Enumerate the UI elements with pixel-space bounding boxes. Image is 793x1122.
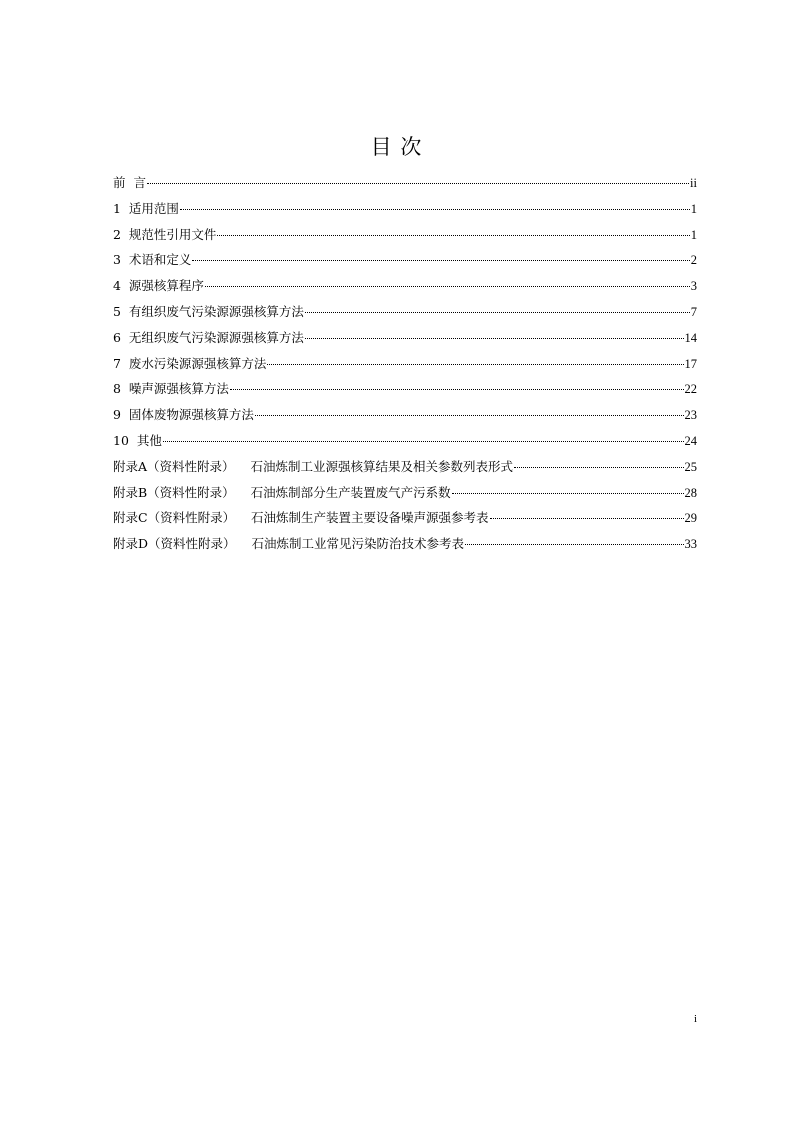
- toc-entry-page: 33: [684, 537, 697, 552]
- toc-entry[interactable]: [113, 299, 697, 325]
- toc-dot-leader: [147, 182, 689, 184]
- toc-entry-page: 28: [684, 485, 697, 500]
- toc-entry-number: 5: [113, 303, 121, 319]
- page-title: 目 次: [370, 135, 423, 159]
- toc-entry-label: [113, 480, 451, 506]
- toc-entry-page: 29: [684, 511, 697, 526]
- toc-entry-label: [113, 531, 464, 557]
- toc-entry-gap: [129, 433, 137, 448]
- toc-entry[interactable]: [113, 222, 697, 248]
- page-number: i: [693, 1013, 697, 1025]
- toc-entry-title: 规范性引用文件: [128, 226, 217, 242]
- toc-entry-page: ii: [690, 176, 697, 190]
- toc-entry[interactable]: [113, 170, 697, 196]
- toc-entry-page: 22: [684, 382, 697, 397]
- toc-entry-title: 源强核算程序: [128, 278, 204, 294]
- toc-entry-page: 3: [690, 279, 697, 294]
- toc-entry-label: [113, 325, 304, 351]
- toc-entry-label: [113, 351, 266, 377]
- toc-entry-number: 附录B（资料性附录）: [113, 484, 235, 500]
- toc-entry-number: 附录D（资料性附录）: [113, 536, 236, 552]
- toc-entry-number: 2: [113, 226, 121, 242]
- toc-dot-leader: [163, 440, 684, 442]
- toc-entry-page: 2: [690, 253, 697, 268]
- toc-dot-leader: [267, 363, 683, 365]
- toc-entry[interactable]: [113, 325, 697, 351]
- toc-entry-title: 噪声源强核算方法: [128, 381, 229, 397]
- toc-entry-page: 17: [684, 356, 697, 371]
- toc-entry[interactable]: [113, 480, 697, 506]
- toc-dot-leader: [205, 285, 690, 287]
- toc-entry-gap: [236, 536, 252, 551]
- toc-dot-leader: [490, 517, 684, 519]
- toc-dot-leader: [255, 414, 684, 416]
- toc-entry-number: 前: [113, 175, 126, 190]
- toc-entry-title: 固体废物源强核算方法: [128, 407, 254, 423]
- toc-entry-number: 6: [113, 329, 121, 345]
- toc-entry-number: 8: [113, 381, 121, 397]
- toc-entry-label: [113, 299, 304, 325]
- toc-entry[interactable]: [113, 196, 697, 222]
- toc-entry-page: 1: [690, 227, 697, 242]
- toc-entry-number: 7: [113, 355, 121, 371]
- toc-entry[interactable]: [113, 531, 697, 557]
- toc-entry[interactable]: [113, 247, 697, 273]
- toc-entry[interactable]: [113, 505, 697, 531]
- toc-entry-title: 其他: [136, 432, 162, 448]
- toc-entry-label: [113, 376, 229, 402]
- toc-entry[interactable]: [113, 273, 697, 299]
- toc-entry-title: 石油炼制工业常见污染防治技术参考表: [251, 536, 464, 552]
- toc-entry-number: 10: [113, 432, 129, 448]
- toc-entry-number: 3: [113, 252, 121, 268]
- toc-entry-gap: [235, 485, 251, 500]
- toc-entry-title: 石油炼制部分生产装置废气产污系数: [250, 484, 451, 500]
- toc-entry-label: [113, 196, 179, 222]
- toc-entry-number: 附录A（资料性附录）: [113, 458, 235, 474]
- toc-dot-leader: [192, 259, 689, 261]
- toc-entry[interactable]: [113, 454, 697, 480]
- toc-dot-leader: [230, 388, 684, 390]
- toc-entry-page: 14: [684, 330, 697, 345]
- toc-entry-gap: [235, 459, 251, 474]
- toc-entry-page: 1: [690, 201, 697, 216]
- toc-entry-label: [113, 454, 513, 480]
- toc-entry-page: 23: [684, 408, 697, 423]
- toc-entry-page: 25: [684, 459, 697, 474]
- toc-dot-leader: [305, 311, 690, 313]
- toc-entry-label: [113, 247, 191, 273]
- toc-entry-gap: [121, 278, 129, 293]
- toc-entry-number: 1: [113, 200, 121, 216]
- toc-entry-gap: [121, 330, 129, 345]
- toc-entry-label: [113, 505, 489, 531]
- toc-dot-leader: [305, 337, 684, 339]
- toc-entry-title: 有组织废气污染源源强核算方法: [128, 303, 304, 319]
- toc-entry-gap: [121, 252, 129, 267]
- toc-entry[interactable]: [113, 376, 697, 402]
- toc-dot-leader: [452, 492, 684, 494]
- toc-entry-page: 24: [684, 433, 697, 448]
- toc-entry-gap: [121, 407, 129, 422]
- toc-entry-label: [113, 402, 254, 428]
- toc-dot-leader: [465, 543, 684, 545]
- toc-entry-label: [113, 170, 146, 196]
- toc-entry-gap: [121, 381, 129, 396]
- toc-entry-gap: [235, 510, 251, 525]
- toc-entry-title: 适用范围: [128, 200, 179, 216]
- toc-entry-number: 4: [113, 278, 121, 294]
- toc-entry[interactable]: [113, 402, 697, 428]
- toc-entry-title: 言: [133, 175, 146, 190]
- toc-entry-label: [113, 428, 162, 454]
- toc-dot-leader: [217, 234, 689, 236]
- toc-entry-title: 无组织废气污染源源强核算方法: [128, 329, 304, 345]
- toc-entry[interactable]: [113, 351, 697, 377]
- table-of-contents: [113, 170, 697, 557]
- toc-entry[interactable]: [113, 428, 697, 454]
- toc-entry-gap: [121, 201, 129, 216]
- toc-entry-title: 术语和定义: [128, 252, 192, 268]
- toc-dot-leader: [514, 466, 684, 468]
- toc-entry-gap: [121, 227, 129, 242]
- toc-entry-label: [113, 273, 204, 299]
- toc-entry-label: [113, 222, 216, 248]
- toc-entry-title: 石油炼制工业源强核算结果及相关参数列表形式: [250, 458, 513, 474]
- toc-entry-number: 附录C（资料性附录）: [113, 510, 236, 526]
- toc-entry-gap: [121, 356, 129, 371]
- toc-entry-title: 石油炼制生产装置主要设备噪声源强参考表: [250, 510, 489, 526]
- toc-entry-gap: [121, 304, 129, 319]
- toc-entry-number: 9: [113, 407, 121, 423]
- toc-entry-title: 废水污染源源强核算方法: [128, 355, 267, 371]
- toc-entry-page: 7: [690, 304, 697, 319]
- toc-dot-leader: [180, 208, 690, 210]
